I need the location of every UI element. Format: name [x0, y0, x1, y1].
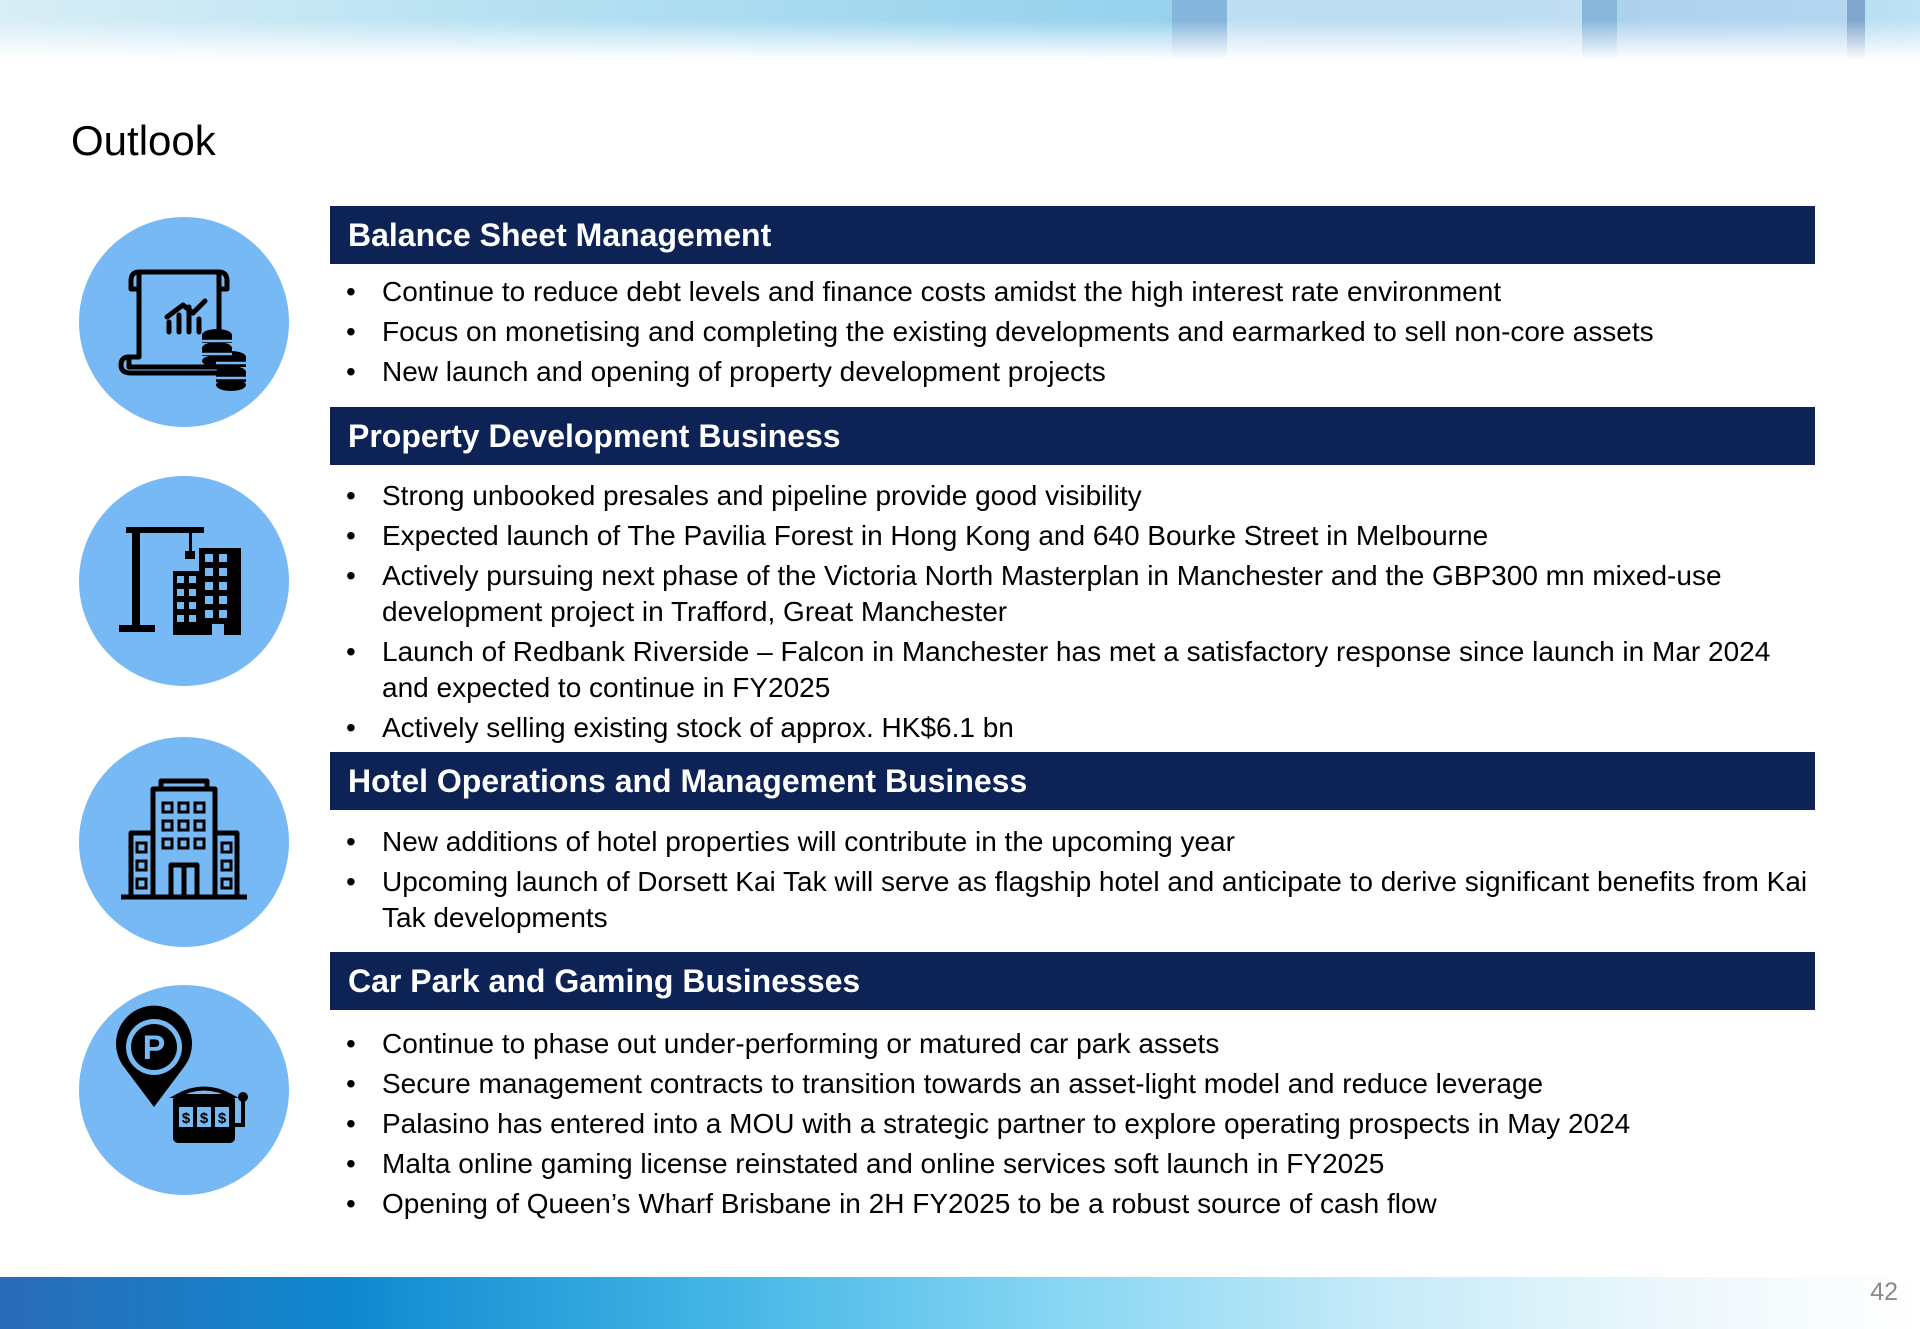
section-header-balance-sheet: Balance Sheet Management [330, 206, 1815, 264]
bullet-item: • Continue to reduce debt levels and finance costs amidst the high interest rate environment [346, 274, 1816, 310]
top-band-block [1617, 0, 1847, 60]
bullet-item: • New launch and opening of property development projects [346, 354, 1816, 390]
top-band-block [1172, 0, 1227, 60]
section-icon-circle [79, 985, 289, 1195]
top-band-block [1582, 0, 1617, 60]
section-icon-circle [79, 737, 289, 947]
bullet-item: • Focus on monetising and completing the existing developments and earmarked to sell non-core assets [346, 314, 1816, 350]
page-title: Outlook [71, 117, 216, 164]
bullet-item: • Palasino has entered into a MOU with a strategic partner to explore operating prospects in May 2024 [346, 1106, 1816, 1142]
bullet-item: • Launch of Redbank Riverside – Falcon in Manchester has met a satisfactory response since launch in Mar 2024 and expected to continue in FY2025 [346, 634, 1816, 706]
bullet-item: • Upcoming launch of Dorsett Kai Tak will serve as flagship hotel and anticipate to derive significant benefits from Kai Tak developments [346, 864, 1816, 936]
page-number: 42 [1870, 1278, 1898, 1306]
top-decorative-band [0, 0, 1920, 60]
crane-building-icon [79, 476, 289, 686]
section-header-hotel-operations: Hotel Operations and Management Business [330, 752, 1815, 810]
bullet-item: • New additions of hotel properties will contribute in the upcoming year [346, 824, 1816, 860]
svg-text:$: $ [181, 1110, 191, 1127]
bullet-item: • Continue to phase out under-performing or matured car park assets [346, 1026, 1816, 1062]
bullet-item: • Secure management contracts to transition towards an asset-light model and reduce leverage [346, 1066, 1816, 1102]
parking-pin-icon [116, 1006, 192, 1107]
bullet-item: • Opening of Queen’s Wharf Brisbane in 2H FY2025 to be a robust source of cash flow [346, 1186, 1816, 1222]
hotel-building-icon [79, 737, 289, 947]
slot-machine-icon [173, 1089, 248, 1144]
parking-slot-machine-icon [79, 985, 289, 1195]
top-band-block [1847, 0, 1865, 60]
bullet-item: • Actively pursuing next phase of the Victoria North Masterplan in Manchester and the GBP300 mn mixed-use development project in Trafford, Great Manchester [346, 558, 1816, 630]
svg-text:$: $ [199, 1110, 209, 1127]
bullet-list-balance-sheet [346, 274, 1816, 394]
svg-text:$: $ [217, 1110, 227, 1127]
section-header-car-park-gaming: Car Park and Gaming Businesses [330, 952, 1815, 1010]
svg-text:P: P [142, 1029, 166, 1067]
bullet-item: • Strong unbooked presales and pipeline provide good visibility [346, 478, 1816, 514]
section-header-property-development: Property Development Business [330, 407, 1815, 465]
bullet-list-property-development [346, 478, 1816, 750]
top-band-block [1227, 0, 1582, 60]
bullet-item: • Actively selling existing stock of approx. HK$6.1 bn [346, 710, 1816, 746]
bullet-item: • Expected launch of The Pavilia Forest in Hong Kong and 640 Bourke Street in Melbourne [346, 518, 1816, 554]
bottom-decorative-band [0, 1277, 1920, 1329]
finance-document-coins-icon [79, 217, 289, 427]
section-icon-circle [79, 476, 289, 686]
bullet-item: • Malta online gaming license reinstated and online services soft launch in FY2025 [346, 1146, 1816, 1182]
bullet-list-car-park-gaming [346, 1026, 1816, 1226]
section-icon-circle [79, 217, 289, 427]
bullet-list-hotel-operations [346, 824, 1816, 940]
